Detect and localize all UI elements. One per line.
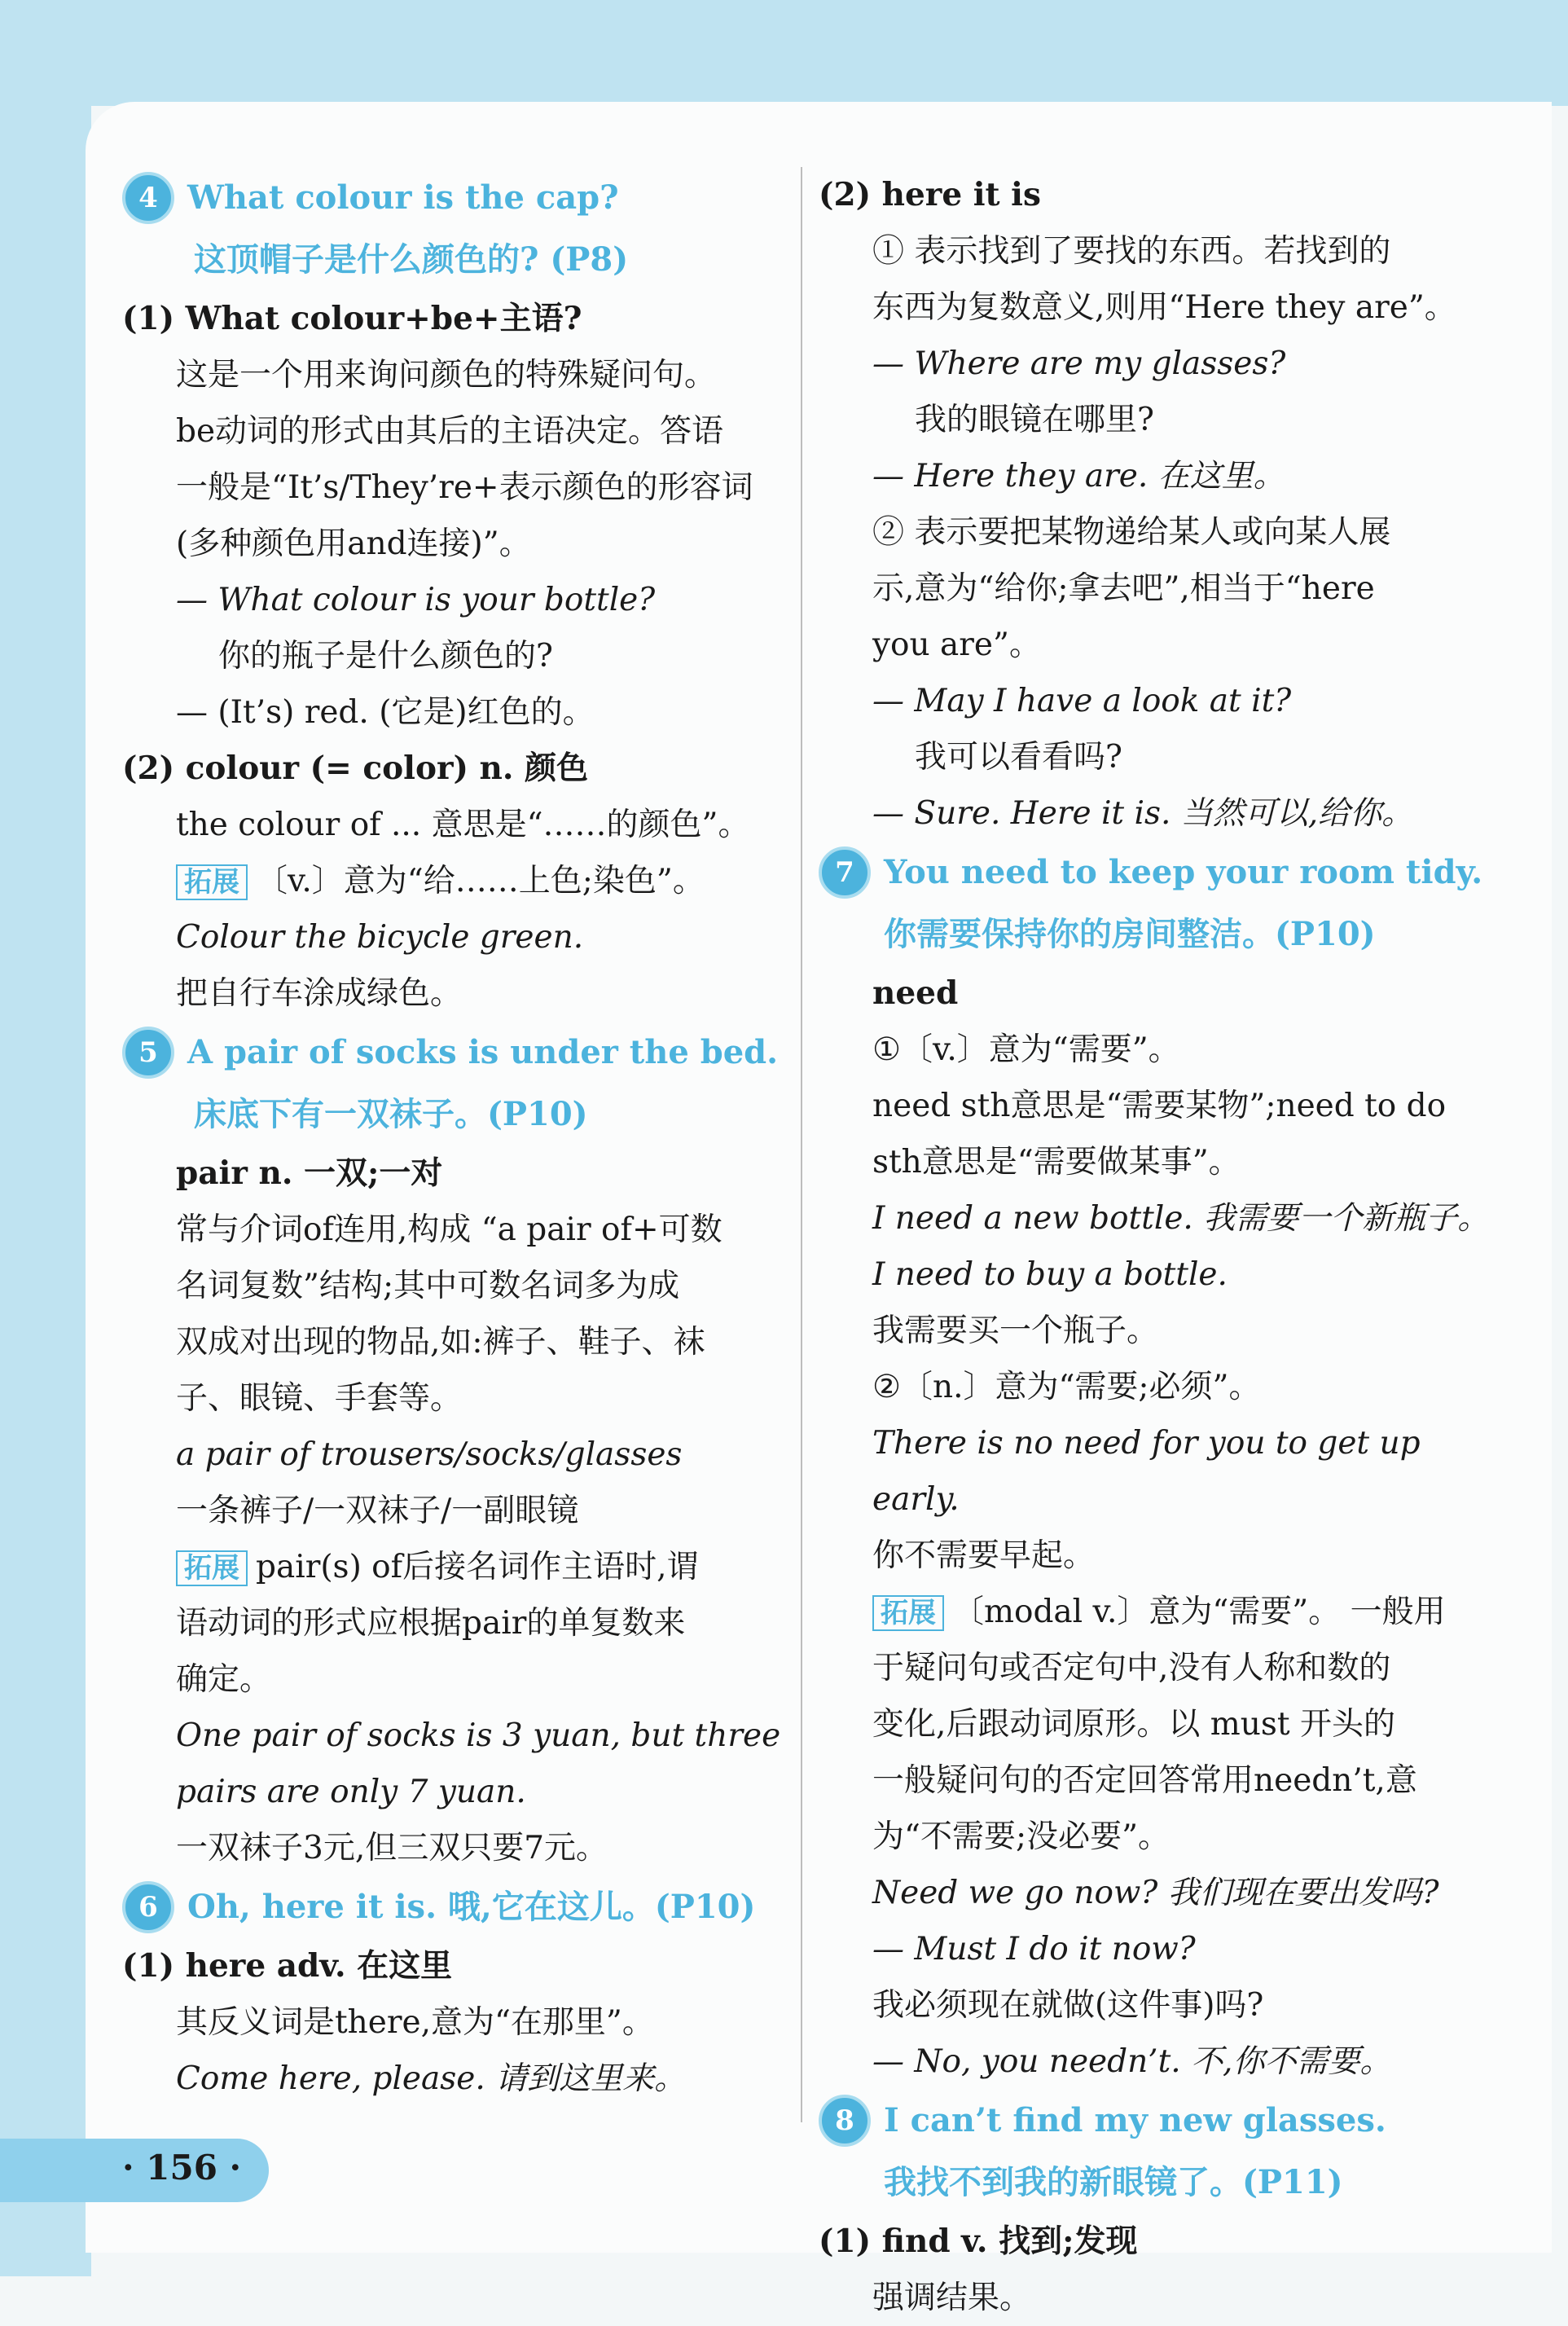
example-english: One pair of socks is 3 yuan, but three (176, 1717, 781, 1754)
example-english: — May I have a look at it? (872, 683, 1292, 719)
text-line: 于疑问句或否定句中,没有人称和数的 (872, 1650, 1391, 1686)
text-line: (多种颜色用and连接)”。 (176, 525, 531, 562)
section-4-number-badge: 4 (122, 172, 174, 224)
section-4-point-2-heading: (2) colour (= color) n. 颜色 (122, 750, 589, 787)
text-line: 名词复数”结构;其中可数名词多为成 (176, 1268, 680, 1304)
extension-note (122, 853, 786, 909)
extension-text: 〔modal v.〕意为“需要”。 一般用 (952, 1594, 1446, 1630)
example-chinese: 一条裤子/一双袜子/一副眼镜 (176, 1493, 579, 1529)
text-line: 东西为复数意义,则用“Here they are”。 (872, 289, 1456, 326)
example-answer: — Sure. Here it is. 当然可以,给你。 (872, 795, 1414, 832)
section-5-header (122, 1022, 786, 1084)
page-number: · 156 · (122, 2148, 242, 2187)
section-7-header (819, 842, 1495, 904)
text-line: 一般是“It’s/They’re+表示颜色的形容词 (176, 469, 753, 506)
page-left-band (0, 0, 91, 2276)
text-line: 确定。 (176, 1661, 272, 1698)
section-6-title: Oh, here it is. 哦,它在这儿。(P10) (187, 1888, 756, 1926)
text-line: 示,意为“给你;拿去吧”,相当于“here (872, 570, 1375, 607)
section-5-subtitle: 床底下有一双袜子。(P10) (194, 1095, 588, 1133)
extension-note (122, 1539, 786, 1595)
text-line: 常与介词of连用,构成 “a pair of+可数 (176, 1211, 723, 1248)
section-6-number-badge: 6 (122, 1881, 174, 1933)
example-chinese: 把自行车涂成绿色。 (176, 975, 463, 1012)
section-8-title: I can’t find my new glasses. (884, 2101, 1386, 2139)
example-chinese: 我的眼镜在哪里? (915, 402, 1154, 438)
example-english: Colour the bicycle green. (176, 919, 584, 956)
section-7-title: You need to keep your room tidy. (884, 853, 1483, 891)
text-line: 语动词的形式应根据pair的单复数来 (176, 1605, 686, 1642)
example-chinese: 我可以看看吗? (915, 739, 1122, 776)
extension-text: pair(s) of后接名词作主语时,谓 (256, 1549, 699, 1585)
section-4-header (122, 167, 786, 229)
extension-note (819, 1584, 1495, 1640)
extension-tag: 拓展 (176, 864, 248, 900)
example-chinese: 我必须现在就做(这件事)吗? (872, 1987, 1264, 2024)
text-line: 为“不需要;没必要”。 (872, 1818, 1171, 1855)
section-8-point-1-heading: (1) find v. 找到;发现 (819, 2223, 1138, 2260)
example-answer: — No, you needn’t. 不,你不需要。 (872, 2043, 1392, 2080)
example-chinese: 我需要买一个瓶子。 (872, 1312, 1159, 1349)
text-line: 这是一个用来询问颜色的特殊疑问句。 (176, 357, 717, 394)
example-english: pairs are only 7 yuan. (176, 1774, 526, 1810)
section-4-subtitle: 这顶帽子是什么颜色的? (P8) (194, 240, 629, 279)
section-5-title: A pair of socks is under the bed. (187, 1033, 779, 1071)
section-8-header (819, 2090, 1495, 2152)
example-chinese: 一双袜子3元,但三双只要7元。 (176, 1830, 608, 1867)
right-column (819, 167, 1495, 2326)
extension-tag: 拓展 (176, 1550, 248, 1586)
text-line: need sth意思是“需要某物”;need to do (872, 1088, 1447, 1124)
section-5-heading: pair n. 一双;一对 (176, 1154, 443, 1192)
section-7-number-badge: 7 (819, 846, 871, 899)
text-line: 一般疑问句的否定回答常用needn’t,意 (872, 1762, 1417, 1799)
text-line: 变化,后跟动词原形。以 must 开头的 (872, 1706, 1395, 1743)
meaning-1: ①〔v.〕意为“需要”。 (872, 1031, 1180, 1068)
example-english: — What colour is your bottle? (176, 582, 656, 618)
example-chinese: 你不需要早起。 (872, 1537, 1096, 1574)
section-7-heading: need (872, 974, 959, 1012)
text-line: the colour of ... 意思是“……的颜色”。 (176, 807, 750, 843)
section-6-header (122, 1876, 786, 1938)
section-6-point-1-heading: (1) here adv. 在这里 (122, 1947, 453, 1985)
text-line: 强调结果。 (872, 2280, 1032, 2316)
text-line: ① 表示找到了要找的东西。若找到的 (872, 233, 1391, 270)
example-english: Need we go now? 我们现在要出发吗? (872, 1875, 1439, 1911)
example-english: a pair of trousers/socks/glasses (176, 1436, 683, 1473)
column-divider (801, 167, 802, 2122)
example-sentence (122, 2051, 786, 2107)
section-4-title: What colour is the cap? (187, 178, 619, 217)
extension-tag: 拓展 (872, 1595, 944, 1631)
example-english: — Where are my glasses? (872, 345, 1286, 382)
example-english: — Must I do it now? (872, 1931, 1196, 1968)
example-answer: — Here they are. 在这里。 (872, 458, 1285, 495)
text-line: 其反义词是there,意为“在那里”。 (176, 2004, 654, 2041)
example-english: Come here, please. 请到这里来。 (176, 2060, 687, 2097)
page-top-band (0, 0, 1568, 106)
example-english: I need to buy a bottle. (872, 1256, 1228, 1293)
left-column (122, 167, 786, 2107)
text-line: ② 表示要把某物递给某人或向某人展 (872, 514, 1391, 551)
section-7-subtitle: 你需要保持你的房间整洁。(P10) (884, 915, 1376, 953)
example-english: There is no need for you to get up early. (872, 1425, 1421, 1518)
section-8-number-badge: 8 (819, 2095, 871, 2147)
section-5-number-badge: 5 (122, 1027, 174, 1079)
text-line: be动词的形式由其后的主语决定。答语 (176, 413, 724, 450)
meaning-2: ②〔n.〕意为“需要;必须”。 (872, 1369, 1261, 1405)
text-line: you are”。 (872, 627, 1041, 663)
extension-text: 〔v.〕意为“给……上色;染色”。 (256, 863, 705, 899)
example-answer: — (It’s) red. (它是)红色的。 (176, 694, 595, 731)
section-6-point-2-heading: (2) here it is (819, 176, 1041, 213)
example-english: I need a new bottle. 我需要一个新瓶子。 (872, 1200, 1490, 1237)
section-4-point-1-heading: (1) What colour+be+主语? (122, 300, 582, 337)
example-chinese: 你的瓶子是什么颜色的? (218, 638, 553, 675)
text-line: sth意思是“需要做某事”。 (872, 1144, 1241, 1181)
section-8-subtitle: 我找不到我的新眼镜了。(P11) (884, 2163, 1343, 2201)
text-line: 双成对出现的物品,如:裤子、鞋子、袜 (176, 1324, 705, 1361)
text-line: 子、眼镜、手套等。 (176, 1380, 463, 1417)
